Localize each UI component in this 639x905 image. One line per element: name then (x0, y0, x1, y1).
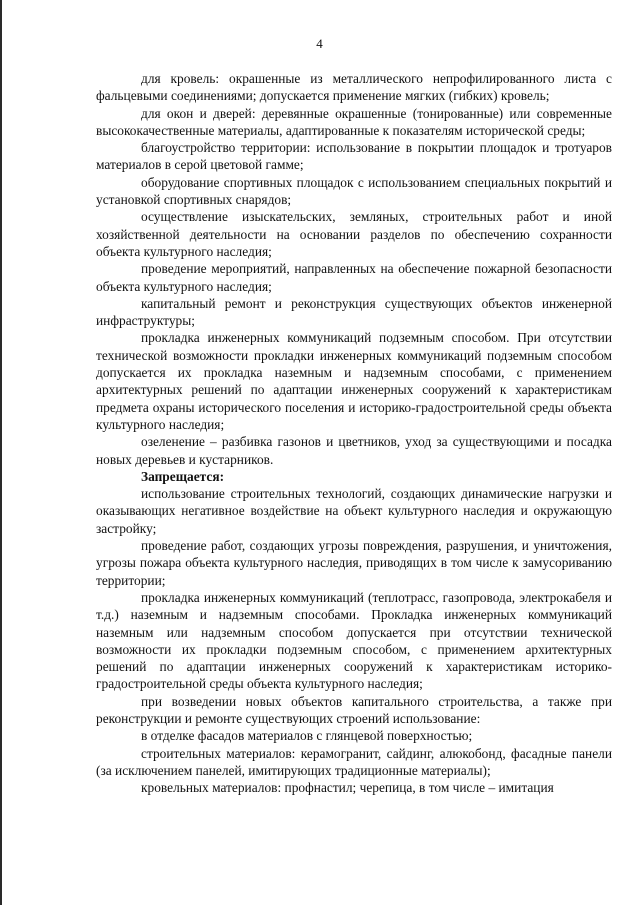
paragraph-damage-threats: проведение работ, создающих угрозы повреждения, разрушения, и уничтожения, угрозы пожара объекта культурного наследия, приводящих в том числе к замусориванию территории; (96, 538, 612, 588)
paragraph-capital-repair: капитальный ремонт и реконструкция существующих объектов инженерной инфраструктуры; (96, 295, 612, 329)
paragraph-dynamic-loads: использование строительных технологий, создающих динамические нагрузки и оказывающих негативное воздействие на объект культурного наследия и окружающую застройку; (96, 486, 612, 536)
page-edge-shadow (0, 0, 2, 905)
paragraph-building-materials: строительных материалов: керамогранит, сайдинг, алюкобонд, фасадные панели (за исключением панелей, имитирующих традиционные материалы); (96, 745, 612, 778)
paragraph-windows-doors: для окон и дверей: деревянные окрашенные (тонированные) или современные высококачественные материалы, адаптированные к показателям исторической среды; (96, 105, 612, 138)
paragraph-survey-works: осуществление изыскательских, земляных, строительных работ и иной хозяйственной деятельности на основании разделов по обеспечению сохранности объекта культурного наследия; (96, 209, 612, 259)
paragraph-glossy-facades: в отделке фасадов материалов с глянцевой поверхностью; (141, 728, 473, 744)
paragraph-new-construction: при возведении новых объектов капитального строительства, а также при реконструкции и ремонте существующих строений использование: (96, 693, 612, 726)
document-body (96, 70, 612, 796)
paragraph-surface-utilities: прокладка инженерных коммуникаций (теплотрасс, газопровода, электрокабеля и т.д.) наземным и надземным способами. Прокладка инженерных коммуникаций наземным или надземным способом допускается при отсутствии технической возможности их прокладки подземным способом, с применением архитектурных решений по адаптации инженерных сооружений к характеристикам историко-градостроительной среды объекта культурного наследия; (96, 589, 612, 692)
page-number: 4 (316, 36, 323, 51)
paragraph-landscaping: благоустройство территории: использование в покрытии площадок и тротуаров материалов в серой цветовой гамме; (96, 140, 612, 173)
paragraph-greening: озеленение – разбивка газонов и цветников, уход за существующими и посадка новых деревьев и кустарников. (96, 434, 612, 467)
paragraph-fire-safety: проведение мероприятий, направленных на обеспечение пожарной безопасности объекта культурного наследия; (96, 261, 612, 294)
paragraph-underground-utilities: прокладка инженерных коммуникаций подземным способом. При отсутствии технической возможности прокладки инженерных коммуникаций подземным способом допускается их прокладка наземным и надземным способами, с применением архитектурных решений по адаптации инженерных сооружений к характеристикам предмета охраны исторического поселения и историко-градостроительной среды объекта культурного наследия; (96, 330, 612, 432)
paragraph-roofs: для кровель: окрашенные из металлического непрофилированного листа с фальцевыми соединениями; допускается применение мягких (гибких) кровель; (96, 71, 612, 104)
section-heading-prohibited: Запрещается: (141, 468, 225, 484)
paragraph-roofing-materials: кровельных материалов: профнастил; черепица, в том числе – имитация (141, 780, 554, 796)
paragraph-sports-grounds: оборудование спортивных площадок с использованием специальных покрытий и установкой спортивных снарядов; (96, 174, 612, 208)
